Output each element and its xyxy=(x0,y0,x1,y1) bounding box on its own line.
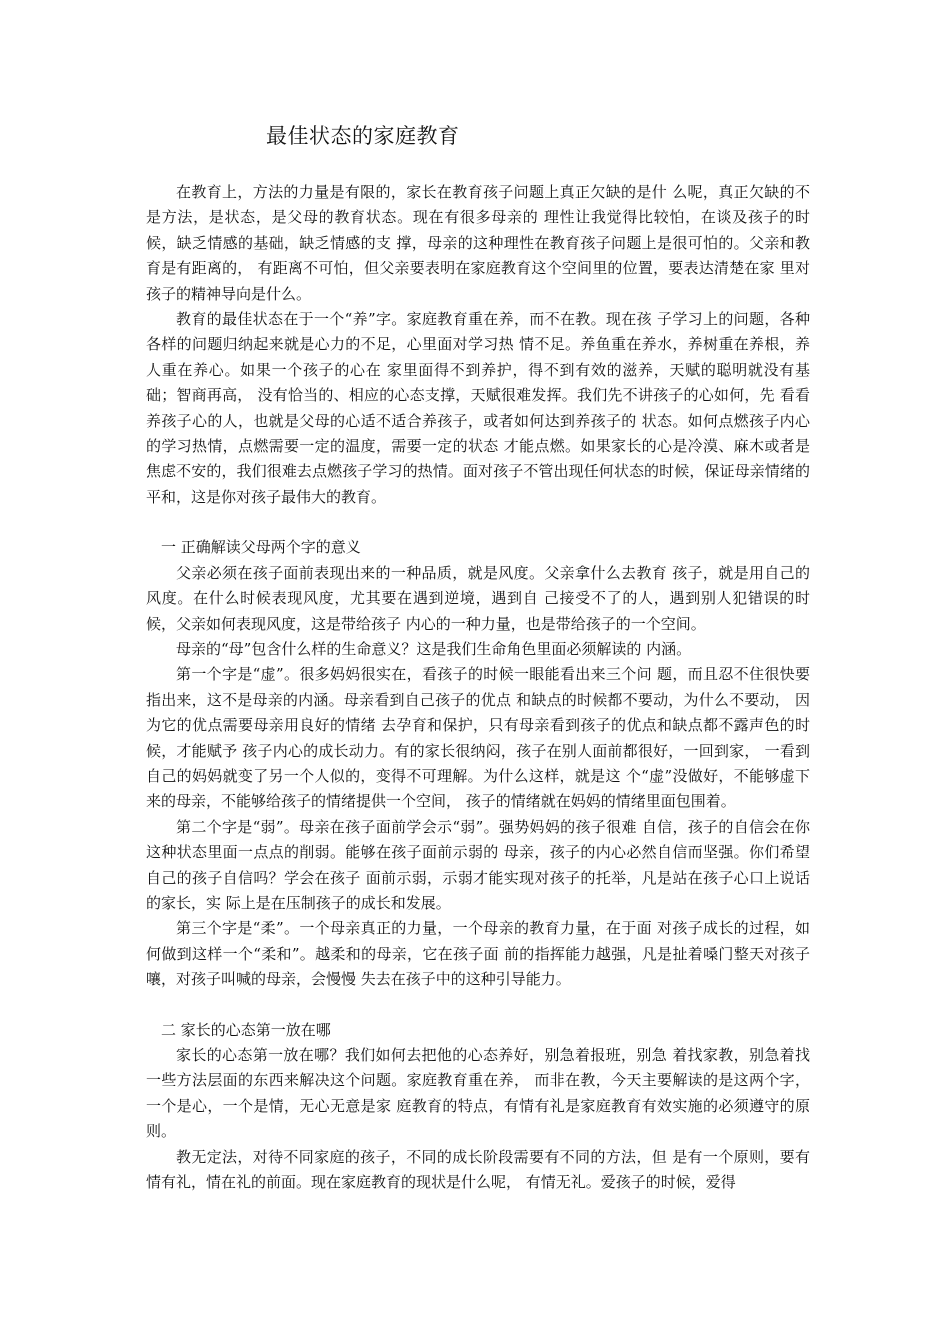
document-page xyxy=(146,118,810,1195)
intro-paragraph: 在教育上，方法的力量是有限的，家长在教育孩子问题上真正欠缺的是什 么呢，真正欠缺的不是方法，是状态，是父母的教育状态。现在有很多母亲的 理性让我觉得比较怕，在谈及孩子的时候，缺乏情感的基础，缺乏情感的支 撑，母亲的这种理性在教育孩子问题上是很可怕的。父亲和教育是有距离的， 有距离不可怕，但父亲要表明在家庭教育这个空间里的位置，要表达清楚在家 里对孩子的精神导向是什么。 xyxy=(146,183,810,303)
body-paragraph: 家长的心态第一放在哪？我们如何去把他的心态养好，别急着报班，别急 着找家教，别急着找一些方法层面的东西来解决这个问题。家庭教育重在养， 而非在教，今天主要解读的是这两个字，一个是心，一个是情，无心无意是家 庭教育的特点，有情有礼是家庭教育有效实施的必须遵守的原则。 xyxy=(146,1046,810,1141)
body-paragraph: 父亲必须在孩子面前表现出来的一种品质，就是风度。父亲拿什么去教育 孩子，就是用自己的风度。在什么时候表现风度，尤其要在遇到逆境，遇到自 己接受不了的人，遇到别人犯错误的时候，父亲如何表现风度，这是带给孩子 内心的一种力量，也是带给孩子的一个空间。 xyxy=(146,563,810,633)
intro-paragraph: 教育的最佳状态在于一个“养”字。家庭教育重在养，而不在教。现在孩 子学习上的问题，各种各样的问题归纳起来就是心力的不足，心里面对学习热 情不足。养鱼重在养水，养树重在养根，养人重在养心。如果一个孩子的心在 家里面得不到养护，得不到有效的滋养，天赋的聪明就没有基础；智商再高， 没有恰当的、相应的心态支撑，天赋很难发挥。我们先不讲孩子的心如何，先 看看养孩子心的人，也就是父母的心适不适合养孩子，或者如何达到养孩子的 状态。如何点燃孩子内心的学习热情，点燃需要一定的温度，需要一定的状态 才能点燃。如果家长的心是冷漠、麻木或者是焦虑不安的，我们很难去点燃孩子学习的热情。面对孩子不管出现任何状态的时候，保证母亲情绪的平和，这是你对孩子最伟大的教育。 xyxy=(146,310,810,506)
body-paragraph: 母亲的“母”包含什么样的生命意义？这是我们生命角色里面必须解读的 内涵。 xyxy=(176,639,692,658)
body-paragraph: 第一个字是“虚”。很多妈妈很实在，看孩子的时候一眼能看出来三个问 题，而且忍不住很快要指出来，这不是母亲的内涵。母亲看到自己孩子的优点 和缺点的时候都不要动，为什么不要动， 因为它的优点需要母亲用良好的情绪 去孕育和保护，只有母亲看到孩子的优点和缺点都不露声色的时候，才能赋予 孩子内心的成长动力。有的家长很纳闷，孩子在别人面前都很好，一回到家， 一看到自己的妈妈就变了另一个人似的，变得不可理解。为什么这样，就是这 个“虚”没做好，不能够虚下来的母亲，不能够给孩子的情绪提供一个空间， 孩子的情绪就在妈妈的情绪里面包围着。 xyxy=(146,665,810,811)
section-heading-parent-mindset: 二 家长的心态第一放在哪 xyxy=(161,1020,331,1039)
body-paragraph: 第二个字是“弱”。母亲在孩子面前学会示“弱”。强势妈妈的孩子很难 自信，孩子的自信会在你这种状态里面一点点的削弱。能够在孩子面前示弱的 母亲，孩子的内心必然自信而坚强。你们希望自己的孩子自信吗？学会在孩子 面前示弱，示弱才能实现对孩子的托举，凡是站在孩子心口上说话的家长，实 际上是在压制孩子的成长和发展。 xyxy=(146,817,810,912)
document-title: 最佳状态的家庭教育 xyxy=(266,124,460,148)
section-heading-parents-meaning: 一 正确解读父母两个字的意义 xyxy=(161,538,361,557)
body-paragraph: 教无定法，对待不同家庭的孩子，不同的成长阶段需要有不同的方法，但 是有一个原则，要有情有礼，情在礼的前面。现在家庭教育的现状是什么呢， 有情无礼。爱孩子的时候，爱得 xyxy=(146,1147,810,1192)
body-paragraph: 第三个字是“柔”。一个母亲真正的力量，一个母亲的教育力量，在于面 对孩子成长的过程，如何做到这样一个“柔和”。越柔和的母亲，它在孩子面 前的指挥能力越强，凡是扯着嗓门整天对孩子嚷，对孩子叫喊的母亲，会慢慢 失去在孩子中的这种引导能力。 xyxy=(146,919,810,989)
